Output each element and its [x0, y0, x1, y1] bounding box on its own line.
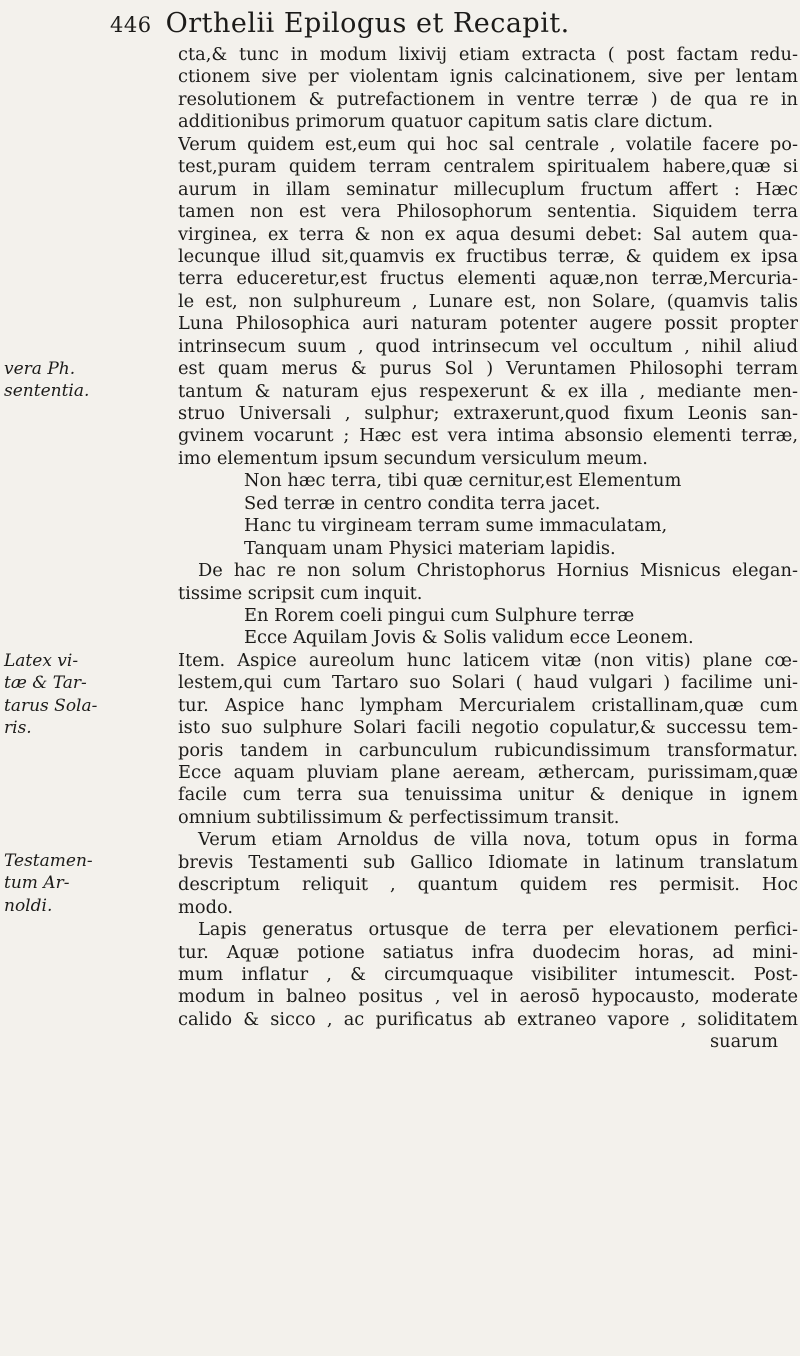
- margin-note-vera-sententia: [4, 358, 174, 403]
- text-line: resolutionem & putrefactionem in ventre terræ ) de qua re in: [178, 88, 798, 110]
- verse-line: En Rorem coeli pingui cum Sulphure terræ: [244, 604, 635, 626]
- text-line: terra educeretur,est fructus elementi aquæ,non terræ,Mercuria-: [178, 268, 798, 290]
- margin-note-line: tæ & Tar-: [4, 673, 87, 694]
- text-line: omnium subtilissimum & perfectissimum transit.: [178, 806, 620, 828]
- margin-note-line: noldi.: [4, 895, 53, 916]
- text-line: descriptum reliquit , quantum quidem res permisit. Hoc: [178, 874, 798, 896]
- running-header: [110, 8, 800, 42]
- verse-line: Sed terræ in centro condita terra jacet.: [244, 492, 601, 514]
- text-line: le est, non sulphureum , Lunare est, non Solare, (quamvis talis: [178, 290, 798, 312]
- text-line: gvinem vocarunt ; Hæc est vera intima absonsio elementi terræ,: [178, 425, 798, 447]
- text-line: mum inflatur , & circumquaque visibiliter intumescit. Post-: [178, 963, 798, 985]
- text-line: lecunque illud sit,quamvis ex fructibus terræ, & quidem ex ipsa: [178, 245, 798, 267]
- text-line: tur. Aspice hanc lympham Mercurialem cristallinam,quæ cum: [178, 694, 798, 716]
- catchword: suarum: [710, 1031, 778, 1053]
- text-line: Lapis generatus ortusque de terra per elevationem perfici-: [198, 919, 798, 941]
- verse-line: Tanquam unam Physici materiam lapidis.: [244, 537, 616, 559]
- text-line: facile cum terra sua tenuissima unitur & denique in ignem: [178, 784, 798, 806]
- text-line: cta,& tunc in modum lixivij etiam extracta ( post factam redu-: [178, 44, 798, 65]
- text-line: poris tandem in carbunculum rubicundissimum transformatur.: [178, 739, 798, 761]
- margin-note-line: tarus Sola-: [4, 695, 98, 716]
- text-line: tantum & naturam ejus respexerunt & ex illa , mediante men-: [178, 380, 798, 402]
- text-line: tissime scripsit cum inquit.: [178, 582, 423, 604]
- text-line: tamen non est vera Philosophorum sententia. Siquidem terra: [178, 201, 798, 223]
- text-line: lestem,qui cum Tartaro suo Solari ( haud vulgari ) facilime uni-: [178, 672, 798, 694]
- text-line: calido & sicco , ac purificatus ab extraneo vapore , soliditatem: [178, 1008, 798, 1030]
- text-line: virginea, ex terra & non ex aqua desumi debet: Sal autem qua-: [178, 223, 798, 245]
- margin-note-line: sententia.: [4, 381, 90, 402]
- verse-line: Ecce Aquilam Jovis & Solis validum ecce Leonem.: [244, 627, 694, 649]
- text-line: test,puram quidem terram centralem spiritualem habere,quæ si: [178, 156, 798, 178]
- text-line: Luna Philosophica auri naturam potenter augere possit propter: [178, 313, 798, 335]
- text-line: Verum etiam Arnoldus de villa nova, totum opus in forma: [198, 829, 798, 851]
- margin-note-line: vera Ph.: [4, 359, 76, 379]
- margin-note-line: Latex vi-: [4, 651, 79, 671]
- text-line: struo Universali , sulphur; extraxerunt,quod fixum Leonis san-: [178, 403, 798, 424]
- text-line: additionibus primorum quatuor capitum satis clare dictum.: [178, 111, 713, 133]
- text-line: intrinsecum suum , quod intrinsecum vel occultum , nihil aliud: [178, 335, 798, 357]
- text-line: isto suo sulphure Solari facili negotio copulatur,& successu tem-: [178, 717, 798, 739]
- verse-line: Hanc tu virgineam terram sume immaculatam,: [244, 515, 668, 537]
- text-line: imo elementum ipsum secundum versiculum meum.: [178, 447, 648, 469]
- text-line: Ecce aquam pluviam plane aeream, æthercam, purissimam,quæ: [178, 762, 798, 783]
- text-line: ctionem sive per violentam ignis calcinationem, sive per lentam: [178, 66, 798, 88]
- text-line: tur. Aquæ potione satiatus infra duodecim horas, ad mini-: [178, 941, 798, 963]
- text-line: modum in balneo positus , vel in aerosō hypocausto, moderate: [178, 986, 798, 1008]
- verse-line: Non hæc terra, tibi quæ cernitur,est Elementum: [244, 470, 682, 492]
- text-line: Item. Aspice aureolum hunc laticem vitæ (non vitis) plane cœ-: [178, 649, 798, 671]
- body-text: [178, 44, 798, 1054]
- text-line: Verum quidem est,eum qui hoc sal centrale , volatile facere po-: [178, 133, 798, 155]
- margin-note-line: ris.: [4, 718, 32, 739]
- text-line: modo.: [178, 896, 233, 918]
- text-line: est quam merus & purus Sol ) Veruntamen Philosophi terram: [178, 358, 798, 380]
- margin-note-line: tum Ar-: [4, 873, 70, 894]
- margin-note-testamentum-arnoldi: [4, 850, 174, 917]
- page-number: 446: [110, 13, 152, 37]
- text-line: aurum in illam seminatur millecuplum fructum affert : Hæc: [178, 178, 798, 200]
- text-line: brevis Testamenti sub Gallico Idiomate in latinum translatum: [178, 851, 798, 873]
- margin-note-latex-vitae: [4, 650, 174, 740]
- margin-note-line: Testamen-: [4, 851, 93, 871]
- text-line: De hac re non solum Christophorus Hornius Misnicus elegan-: [198, 560, 798, 582]
- running-title: Orthelii Epilogus et Recapit.: [165, 8, 570, 39]
